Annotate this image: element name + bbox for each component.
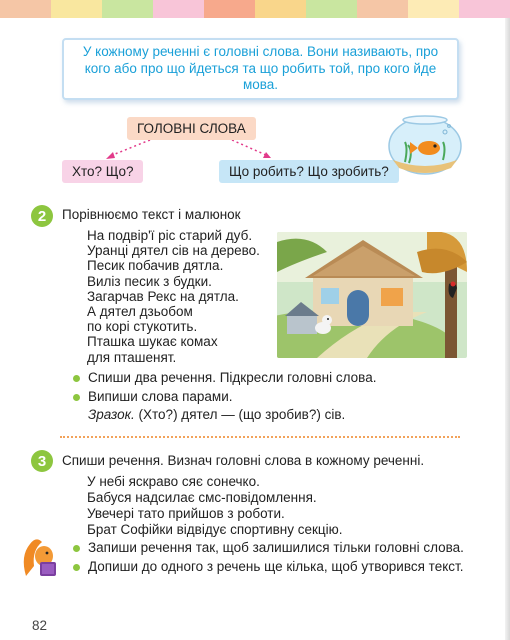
question-does-what: Що робить? Що зробить? xyxy=(219,160,399,183)
sample-label: Зразок. xyxy=(88,407,135,422)
main-words-label: ГОЛОВНІ СЛОВА xyxy=(127,117,256,140)
task-3-title: Спиши речення. Визнач головні слова в кожному реченні. xyxy=(62,453,425,468)
task-3-bullet: Запиши речення так, щоб залишилися тільки головні слова. xyxy=(73,540,465,557)
poem-line: для пташенят. xyxy=(87,349,177,365)
poem-line: А дятел дзьобом xyxy=(87,304,193,320)
task-2-bullet: Спиши два речення. Підкресли головні слова. xyxy=(73,370,473,387)
page-number: 82 xyxy=(32,618,48,633)
sample-line xyxy=(73,407,473,424)
task-2-bullet: Випиши слова парами. xyxy=(73,389,473,406)
poem-line: по корі стукотить. xyxy=(87,319,198,335)
poem-line: Песик побачив дятла. xyxy=(87,258,224,274)
task-3-bullet: Допиши до одного з речень ще кілька, щоб утворився текст. xyxy=(73,559,465,576)
sentence-line: Брат Софійки відвідує спортивну секцію. xyxy=(87,522,343,537)
sentence-line: У небі яскраво сяє сонечко. xyxy=(87,474,260,489)
task-2-instructions xyxy=(73,370,473,424)
poem-line: Пташка шукає комах xyxy=(87,334,218,350)
poem-line: Загарчав Рекс на дятла. xyxy=(87,288,239,304)
sentence-line: Бабуся надсилає смс-повідомлення. xyxy=(87,490,317,505)
squirrel-mascot-icon xyxy=(20,536,62,580)
task-2-number: 2 xyxy=(31,205,53,227)
section-divider xyxy=(60,436,460,438)
task-3-number: 3 xyxy=(31,450,53,472)
rule-text: У кожному реченні є головні слова. Вони називають, про кого або про що йдеться та що робить той, про кого йде мова. xyxy=(82,44,439,92)
question-who-what: Хто? Що? xyxy=(62,160,143,183)
task-3-instructions xyxy=(73,540,465,577)
sample-text: (Хто?) дятел — (що зробив?) сів. xyxy=(134,407,346,422)
task-2-title: Порівнюємо текст і малюнок xyxy=(62,207,241,222)
poem-line: Уранці дятел сів на дерево. xyxy=(87,243,260,259)
sentence-line: Увечері тато прийшов з роботи. xyxy=(87,506,285,521)
poem-line: На подвір'ї ріс старий дуб. xyxy=(87,228,253,243)
poem-line: Виліз песик з будки. xyxy=(87,273,212,289)
yard-illustration xyxy=(277,232,467,358)
fishbowl-illustration xyxy=(385,108,465,176)
poem-text xyxy=(87,228,260,365)
task-3-sentences xyxy=(87,474,343,538)
